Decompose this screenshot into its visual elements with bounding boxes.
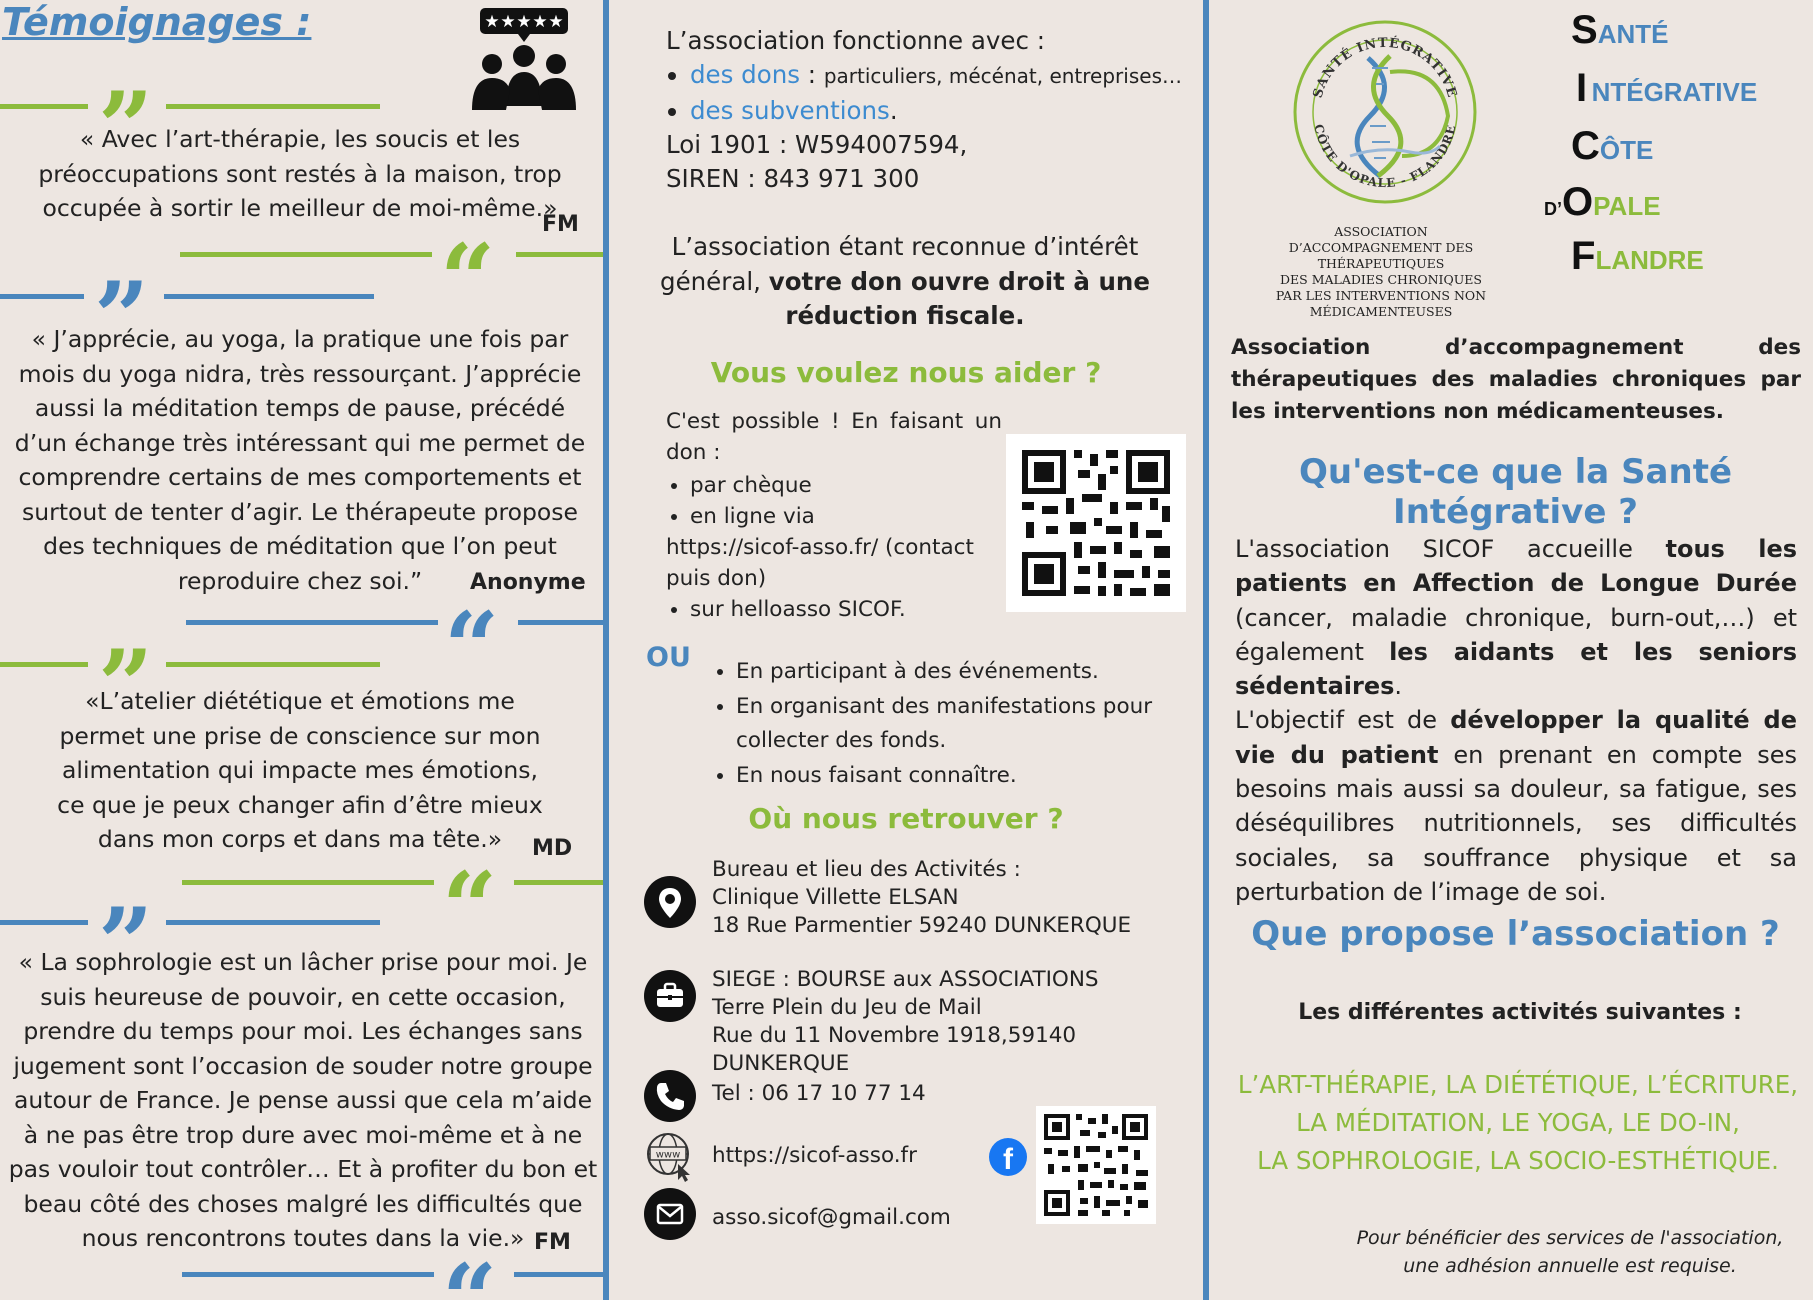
divider-line <box>0 920 88 925</box>
funding-sources-list <box>690 58 1210 128</box>
helloasso-list <box>690 594 1000 625</box>
testimonials-panel <box>0 0 606 1300</box>
email-icon <box>644 1188 696 1240</box>
website-link[interactable]: https://sicof-asso.fr <box>712 1143 917 1168</box>
acronym-s: SANTÉ <box>1571 8 1669 52</box>
svg-text:★: ★ <box>516 12 532 32</box>
note-line: une adhésion annuelle est requise. <box>1403 1255 1737 1277</box>
sicof-logo <box>1290 6 1480 216</box>
email-address[interactable]: asso.sicof@gmail.com <box>712 1205 951 1230</box>
loi-number: Loi 1901 : W594007594, <box>666 130 968 159</box>
divider-line <box>180 252 432 257</box>
siege-line: Terre Plein du Jeu de Mail <box>712 995 982 1020</box>
about-text: L'objectif est de <box>1235 706 1451 735</box>
logo-bottom-text: CÔTE D'OPALE - FLANDRE <box>1311 123 1459 191</box>
about-text: (cancer, maladie chronique, burn-out,…) et également <box>1235 603 1797 666</box>
other-way-item: • En participant à des événements. <box>736 655 1196 690</box>
phone-icon <box>644 1070 696 1122</box>
acronym-i: I NTÉGRATIVE <box>1576 66 1758 110</box>
tax-reduction-text <box>660 230 1150 334</box>
about-text-bold: les aidants et les seniors sédentaires <box>1235 637 1797 701</box>
note-line: Pour bénéficier des services de l'association, <box>1356 1227 1784 1249</box>
testimonial-text: « Avec l’art-thérapie, les soucis et les préoccupations sont restés à la maison, trop occupée à sortir le meilleur de moi-même.» <box>38 125 562 222</box>
svg-text:★: ★ <box>548 12 564 32</box>
about-text-bold: développer la qualité de vie du patient <box>1235 706 1797 769</box>
assoc-line: PAR LES INTERVENTIONS NON MÉDICAMENTEUSES <box>1275 288 1487 319</box>
office-address <box>712 856 1192 940</box>
subventions-label: des subventions <box>690 95 890 125</box>
briefcase-icon <box>644 970 696 1022</box>
testimonial-author: FM <box>534 1230 571 1255</box>
activities-line: LA SOPHROLOGIE, LA SOCIO-ESTHÉTIQUE. <box>1257 1146 1779 1175</box>
divider-line <box>0 662 88 667</box>
helloasso-item: • sur helloasso SICOF. <box>690 594 1000 625</box>
logo-top-text: SANTÉ INTÉGRATIVE <box>1310 35 1460 100</box>
funding-subventions-item: • des subventions. <box>690 94 1210 129</box>
svg-text:★: ★ <box>532 12 548 32</box>
other-way-item: • En nous faisant connaître. <box>736 759 1196 794</box>
other-way-item: • En organisant des manifestations pour collecter des fonds. <box>736 690 1196 759</box>
funding-intro: L’association fonctionne avec : <box>666 26 1046 55</box>
activities-line: L’ART-THÉRAPIE, LA DIÉTÉTIQUE, L’ÉCRITURE, <box>1237 1070 1799 1099</box>
testimonials-title: Témoignages : <box>2 0 312 44</box>
tax-bold: votre don ouvre droit à une réduction fiscale. <box>768 266 1150 330</box>
siege-line: SIEGE : BOURSE aux ASSOCIATIONS <box>712 967 1099 992</box>
divider-line <box>166 104 380 109</box>
about-heading: Qu'est-ce que la Santé Intégrative ? <box>1298 452 1733 532</box>
testimonial-author: Anonyme <box>470 570 586 595</box>
divider-line <box>166 920 380 925</box>
office-line: Bureau et lieu des Activités : <box>712 857 1021 882</box>
about-text: L'association SICOF accueille <box>1235 535 1666 563</box>
svg-text:★: ★ <box>484 12 500 32</box>
divider-line <box>518 620 606 625</box>
offer-heading: Que propose l’association ? <box>1251 914 1780 954</box>
other-ways-list <box>736 655 1196 793</box>
divider-line <box>514 1272 606 1277</box>
dons-label: des dons <box>690 60 801 89</box>
facebook-icon[interactable]: f <box>989 1138 1027 1176</box>
testimonial-text: « La sophrologie est un lâcher prise pour moi. Je suis heureuse de pouvoir, en cette occasion, prendre du temps pour moi. Les échanges sans jugement sont l’occasion de souder notre groupe autour de France. Je pense aussi que cela m’aide à ne pas être trop dure avec moi-même et à ne pas vouloir tout contrôler… Et à profiter du bon et beau côté des choses malgré les difficultés que nous rencontrons toutes dans la vie.» <box>8 948 598 1252</box>
assoc-line: ASSOCIATION <box>1334 224 1428 239</box>
testimonial-text: «L’atelier diététique et émotions me permet une prise de conscience sur mon alimentation qui impacte mes émotions, ce que je peux changer afin d’être mieux dans mon corps et dans ma tête.» <box>57 687 543 853</box>
membership-note <box>1290 1224 1813 1280</box>
office-line: Clinique Villette ELSAN <box>712 885 959 910</box>
divider-line <box>0 104 88 109</box>
acronym-c: CÔTE <box>1571 124 1654 168</box>
quote-open-icon: ” <box>98 887 154 1000</box>
acronym-f: FLANDRE <box>1571 234 1704 278</box>
donation-method: • en ligne via <box>690 501 1000 532</box>
quote-open-icon: ” <box>98 71 154 184</box>
quote-close-icon: “ <box>442 1243 498 1300</box>
divider-line <box>0 294 84 299</box>
siege-address <box>712 966 1202 1078</box>
ou-label: OU <box>646 642 691 673</box>
phone-number[interactable]: Tel : 06 17 10 77 14 <box>712 1081 926 1106</box>
about-text: . <box>1394 672 1403 701</box>
globe-www-icon <box>644 1130 696 1182</box>
quote-close-icon: “ <box>442 851 498 964</box>
association-intro: Association d’accompagnement des thérapeutiques des maladies chroniques par les interventions non médicamenteuses. <box>1231 335 1801 424</box>
divider-line <box>164 294 374 299</box>
about-body <box>1235 532 1797 909</box>
about-text-bold: tous les patients en Affection de Longue Durée <box>1235 535 1798 598</box>
divider-line <box>516 252 606 257</box>
about-text: en prenant en compte ses besoins mais aussi sa douleur, sa fatigue, ses déséquilibres nutritionnels, ses difficultés sociales, sa souffrance physique et sa perturbation de l’image de soi. <box>1235 740 1797 906</box>
siren-number: SIREN : 843 971 300 <box>666 164 920 193</box>
location-pin-icon <box>644 876 696 928</box>
facebook-qr-code[interactable] <box>1036 1106 1156 1224</box>
divider-line <box>166 662 380 667</box>
divider-line <box>186 620 438 625</box>
help-heading: Vous voulez nous aider ? <box>710 356 1102 389</box>
activities-list <box>1226 1066 1810 1180</box>
divider-line <box>182 880 434 885</box>
svg-text:★: ★ <box>500 12 516 32</box>
svg-text:CÔTE D'OPALE - FLANDRE <box>1311 123 1458 190</box>
acronym-o: D’OPALE <box>1544 180 1661 224</box>
dons-detail: particuliers, mécénat, entreprises… <box>823 64 1182 88</box>
assoc-line: DES MALADIES CHRONIQUES <box>1280 272 1482 287</box>
quote-open-icon: ” <box>98 629 154 742</box>
quote-close-icon: “ <box>440 223 496 336</box>
activities-line: LA MÉDITATION, LE YOGA, LE DO-IN, <box>1296 1108 1740 1137</box>
office-line: 18 Rue Parmentier 59240 DUNKERQUE <box>712 913 1132 938</box>
testimonial-author: MD <box>532 836 573 861</box>
activities-subtitle: Les différentes activités suivantes : <box>1298 1000 1742 1025</box>
assoc-description-small <box>1226 224 1536 320</box>
tax-pre: L’association étant reconnue d’intérêt général, <box>660 232 1139 296</box>
funding-dons-item: • des dons : particuliers, mécénat, entreprises… <box>690 58 1210 94</box>
donation-qr-code[interactable] <box>1006 434 1186 612</box>
assoc-line: D’ACCOMPAGNEMENT DES THÉRAPEUTIQUES <box>1288 240 1474 271</box>
people-review-icon <box>466 6 582 110</box>
quote-close-icon: “ <box>444 591 500 704</box>
testimonial-author: FM <box>542 212 579 237</box>
testimonial-text: « J’apprécie, au yoga, la pratique une fois par mois du yoga nidra, très ressourçant. J’apprécie aussi la méditation temps de pause, précédé d’un échange très intéressant qui me permet de comprendre certains de mes comportements et surtout de tenter d’agir. Le thérapeute propose des techniques de méditation que l’on peut reproduire chez soi.” <box>14 325 586 595</box>
divider-line <box>514 880 606 885</box>
donation-url[interactable]: https://sicof-asso.fr/ (contact puis don) <box>666 535 974 591</box>
divider-line <box>182 1272 434 1277</box>
help-possible: C'est possible ! En faisant un don : <box>666 409 1002 465</box>
www-text: www <box>655 1149 681 1161</box>
donation-method: • par chèque <box>690 470 1000 501</box>
siege-line: Rue du 11 Novembre 1918,59140 DUNKERQUE <box>712 1023 1077 1076</box>
funding-panel <box>606 0 1206 1300</box>
quote-open-icon: ” <box>94 261 150 374</box>
find-us-heading: Où nous retrouver ? <box>748 802 1064 835</box>
donation-methods-list <box>690 470 1000 532</box>
